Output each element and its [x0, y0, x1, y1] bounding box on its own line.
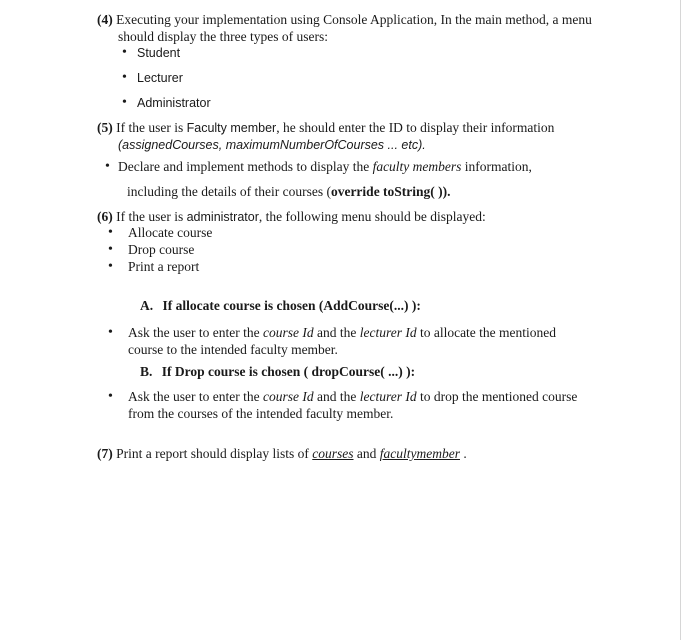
section-6-number: (6) — [97, 209, 113, 224]
bullet-icon: • — [108, 259, 113, 274]
subsection-a-heading: A. If allocate course is chosen (AddCourse(...) ): — [140, 298, 421, 313]
section-6-line-1: (6) If the user is administrator, the following menu should be displayed: — [97, 209, 486, 224]
user-type-administrator: Administrator — [137, 96, 211, 110]
section-4-line-1: (4) Executing your implementation using Console Application, In the main method, a menu — [97, 12, 592, 27]
page-edge — [680, 0, 681, 640]
bullet-icon: • — [108, 242, 113, 257]
section-4-line-2: should display the three types of users: — [118, 29, 328, 44]
subsection-b-bullet-line-2: from the courses of the intended faculty member. — [128, 406, 394, 421]
section-5-bullet: Declare and implement methods to display the faculty members information, — [118, 159, 532, 174]
subsection-a-bullet-line-2: course to the intended faculty member. — [128, 342, 338, 357]
menu-item-drop: Drop course — [128, 242, 195, 257]
subsection-b-bullet: Ask the user to enter the course Id and the lecturer Id to drop the mentioned course — [128, 389, 578, 404]
section-7-line: (7) Print a report should display lists of courses and facultymember . — [97, 446, 467, 461]
menu-item-allocate: Allocate course — [128, 225, 213, 240]
user-type-student: Student — [137, 46, 181, 60]
bullet-icon: • — [122, 45, 127, 60]
section-5-bullet-line-2: including the details of their courses (override toString( )). — [127, 184, 451, 199]
bullet-icon: • — [108, 325, 113, 340]
bullet-icon: • — [105, 159, 110, 174]
section-5-number: (5) — [97, 120, 113, 135]
section-7-number: (7) — [97, 446, 113, 461]
section-5-line-1: (5) If the user is Faculty member, he should enter the ID to display their information — [97, 120, 555, 135]
section-4-number: (4) — [97, 12, 113, 27]
user-type-lecturer: Lecturer — [137, 71, 183, 85]
bullet-icon: • — [108, 389, 113, 404]
subsection-b-heading: B. If Drop course is chosen ( dropCourse( ...) ): — [140, 364, 416, 379]
bullet-icon: • — [108, 225, 113, 240]
bullet-icon: • — [122, 95, 127, 110]
menu-item-report: Print a report — [128, 259, 200, 274]
bullet-icon: • — [122, 70, 127, 85]
section-5-line-2: (assignedCourses, maximumNumberOfCourses ... etc). — [118, 138, 426, 152]
subsection-a-bullet: Ask the user to enter the course Id and the lecturer Id to allocate the mentioned — [128, 325, 557, 340]
